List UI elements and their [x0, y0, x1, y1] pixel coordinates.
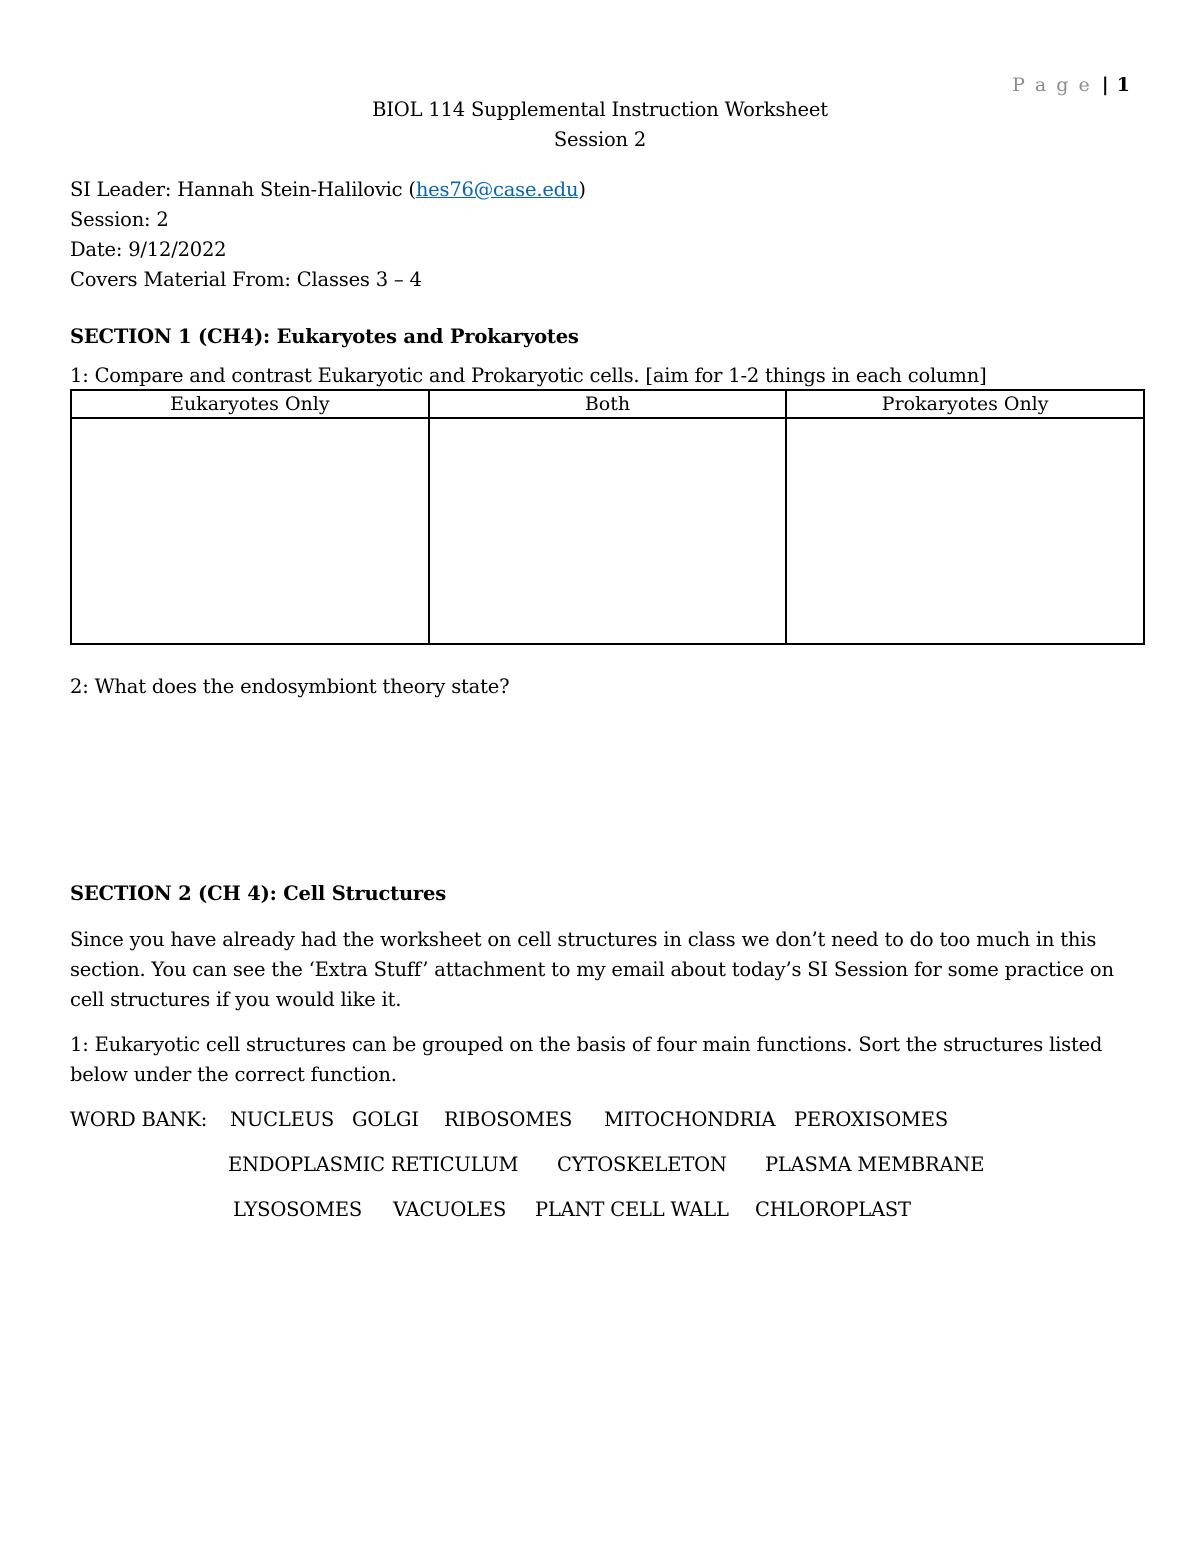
covers-line: Covers Material From: Classes 3 – 4 — [70, 268, 422, 291]
section1-question2: 2: What does the endosymbiont theory state? — [70, 675, 510, 698]
word-bank-item: PEROXISOMES — [794, 1108, 948, 1131]
word-bank-item: MITOCHONDRIA — [604, 1108, 776, 1131]
word-bank-label: WORD BANK: — [70, 1108, 208, 1131]
page-label: P a g e — [1012, 74, 1092, 96]
compare-table-header-row — [71, 390, 1144, 418]
word-bank-item: PLANT CELL WALL — [535, 1198, 729, 1221]
word-bank-item: RIBOSOMES — [444, 1108, 573, 1131]
si-leader-label: SI Leader: Hannah Stein-Halilovic ( — [70, 178, 416, 201]
word-bank-item: CHLOROPLAST — [755, 1198, 911, 1221]
session-line: Session: 2 — [70, 208, 169, 231]
document-title: BIOL 114 Supplemental Instruction Worksheet — [372, 98, 828, 121]
page-separator: | — [1101, 74, 1109, 96]
word-bank-item: ENDOPLASMIC RETICULUM — [228, 1153, 519, 1176]
compare-table — [70, 389, 1145, 645]
compare-table-answer-row — [71, 418, 1144, 644]
word-bank-item: NUCLEUS — [230, 1108, 334, 1131]
column-header-prokaryotes: Prokaryotes Only — [786, 390, 1144, 418]
word-bank-item: CYTOSKELETON — [557, 1153, 727, 1176]
section1-question1: 1: Compare and contrast Eukaryotic and Prokaryotic cells. [aim for 1-2 things in each column] — [70, 364, 987, 387]
word-bank-item: PLASMA MEMBRANE — [765, 1153, 985, 1176]
section2-intro: Since you have already had the worksheet on cell structures in class we don’t need to do too much in this section. You can see the ‘Extra Stuff’ attachment to my email about today’s SI Session for some practice on cell structures if you would like it. — [70, 928, 1114, 1011]
section2-question1: 1: Eukaryotic cell structures can be grouped on the basis of four main functions. Sort the structures listed below under the correct function. — [70, 1033, 1103, 1086]
section1-heading: SECTION 1 (CH4): Eukaryotes and Prokaryotes — [70, 325, 579, 348]
si-leader-close: ) — [578, 178, 586, 201]
page-number-value: 1 — [1116, 74, 1130, 96]
answer-cell-both[interactable] — [429, 418, 787, 644]
word-bank-item: GOLGI — [352, 1108, 419, 1131]
page-number — [1012, 74, 1130, 96]
answer-cell-eukaryotes[interactable] — [71, 418, 429, 644]
si-leader-email-link[interactable]: hes76@case.edu — [415, 178, 579, 201]
document-subtitle: Session 2 — [553, 128, 647, 151]
si-leader-line — [70, 178, 586, 201]
column-header-both: Both — [429, 390, 787, 418]
section2-heading: SECTION 2 (CH 4): Cell Structures — [70, 882, 446, 905]
word-bank-item: VACUOLES — [393, 1198, 507, 1221]
answer-cell-prokaryotes[interactable] — [786, 418, 1144, 644]
date-line: Date: 9/12/2022 — [70, 238, 227, 261]
column-header-eukaryotes: Eukaryotes Only — [71, 390, 429, 418]
word-bank-item: LYSOSOMES — [233, 1198, 363, 1221]
